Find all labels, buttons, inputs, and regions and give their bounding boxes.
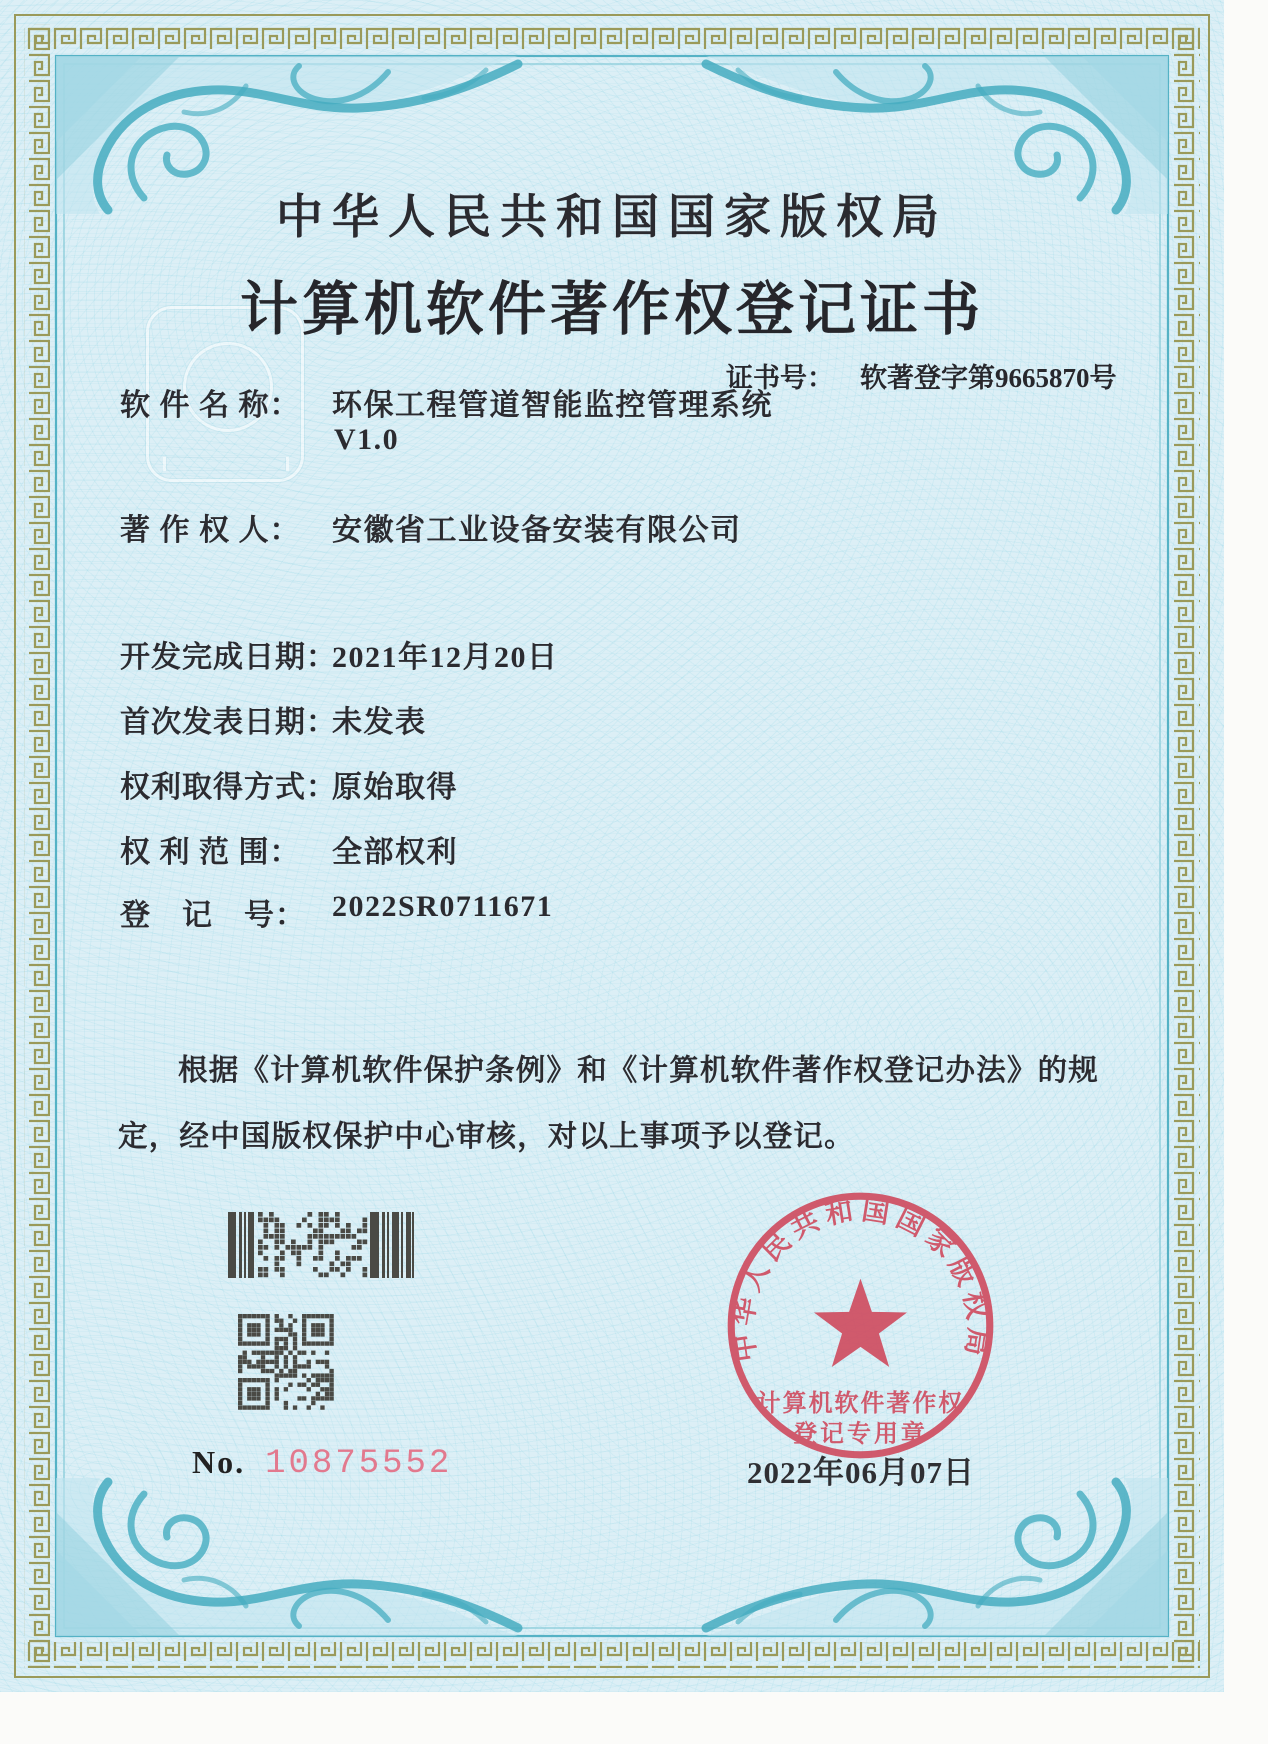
authority-title: 中华人民共和国国家版权局: [276, 192, 948, 244]
field-label: 登 记 号：: [120, 899, 306, 932]
field-row-software-name: [0, 380, 1224, 456]
issue-date: 2022年06月07日: [747, 1455, 975, 1490]
field-row-first-publish-date: [0, 697, 1224, 743]
field-row-copyright-owner: [0, 505, 1224, 551]
field-label: 首次发表日期：: [120, 706, 337, 739]
certificate-number-label: 证书号：: [726, 363, 834, 393]
star-icon: [814, 1279, 907, 1367]
barcode: [228, 1212, 414, 1280]
field-value: 原始取得: [332, 771, 458, 804]
field-row-dev-complete-date: [0, 632, 1224, 678]
field-value: 全部权利: [332, 836, 458, 869]
field-value: 2022SR0711671: [332, 890, 554, 923]
field-value: 环保工程管道智能监控管理系统: [332, 389, 773, 422]
field-row-rights-acquisition: [0, 762, 1224, 808]
field-value: 安徽省工业设备安装有限公司: [332, 514, 742, 547]
field-row-rights-scope: [0, 827, 1224, 873]
certificate-title: 计算机软件著作权登记证书: [239, 277, 984, 342]
field-row-registration-number: [0, 890, 1224, 936]
serial-number-line: [192, 1444, 452, 1483]
certificate-number-value: 软著登字第9665870号: [860, 363, 1117, 393]
field-label: 权 利 范 围：: [120, 836, 301, 869]
registration-statement: 根据《计算机软件保护条例》和《计算机软件著作权登记办法》的规定，经中国版权保护中心审核，对以上事项予以登记。: [118, 1055, 1100, 1153]
field-label: 软 件 名 称：: [120, 389, 301, 422]
seal-line2: 登记专用章: [793, 1421, 928, 1448]
seal-line1: 计算机软件著作权: [756, 1391, 965, 1417]
field-label: 开发完成日期：: [120, 641, 337, 674]
field-label: 权利取得方式：: [120, 771, 337, 804]
field-label: 著 作 权 人：: [120, 514, 301, 547]
official-seal: [718, 1183, 1003, 1468]
serial-number-label: No.: [192, 1444, 246, 1480]
field-value: 未发表: [332, 706, 427, 739]
field-value-version: V1.0: [334, 423, 400, 456]
embossed-seal-base: [163, 457, 289, 471]
serial-number-value: 10875552: [265, 1445, 453, 1483]
seal-ring-text: 中华人民共和国国家版权局: [727, 1195, 994, 1364]
qr-code: [238, 1314, 334, 1410]
field-value: 2021年12月20日: [332, 641, 559, 674]
